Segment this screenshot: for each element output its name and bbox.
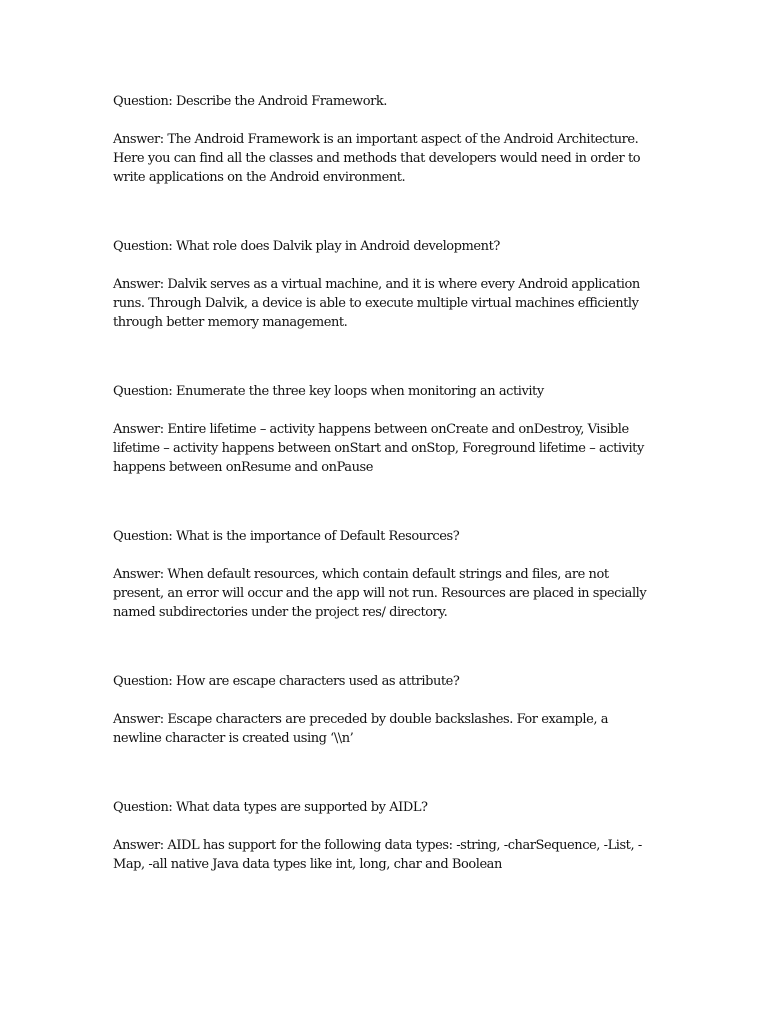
qa-item bbox=[113, 382, 658, 477]
answer-text: Answer: AIDL has support for the following data types: -string, -charSequence, -List, -Map, -all native Java data types like int, long, char and Boolean bbox=[113, 838, 642, 872]
answer-text: Answer: Entire lifetime – activity happens between onCreate and onDestroy, Visible lifetime – activity happens between onStart and onStop, Foreground lifetime – activity happens between onResume and onPause bbox=[113, 422, 644, 475]
question-text: Question: What role does Dalvik play in Android development? bbox=[113, 239, 500, 254]
qa-item bbox=[113, 237, 658, 332]
question-text: Question: What is the importance of Default Resources? bbox=[113, 529, 460, 544]
answer-text: Answer: Escape characters are preceded by double backslashes. For example, a newline character is created using ‘\\n’ bbox=[113, 712, 609, 746]
qa-list bbox=[113, 92, 658, 924]
answer-text: Answer: When default resources, which contain default strings and files, are not present, an error will occur and the app will not run. Resources are placed in specially named subdirectories under the project res/ directory. bbox=[113, 567, 647, 620]
qa-item bbox=[113, 798, 658, 874]
question-text: Question: Describe the Android Framework. bbox=[113, 94, 387, 109]
qa-item bbox=[113, 92, 658, 187]
answer-text: Answer: The Android Framework is an important aspect of the Android Architecture. Here you can find all the classes and methods that developers would need in order to write applications on the Android environment. bbox=[113, 132, 641, 185]
qa-item bbox=[113, 672, 658, 748]
answer-text: Answer: Dalvik serves as a virtual machine, and it is where every Android application runs. Through Dalvik, a device is able to execute multiple virtual machines efficiently through better memory management. bbox=[113, 277, 640, 330]
question-text: Question: What data types are supported by AIDL? bbox=[113, 800, 428, 815]
qa-item bbox=[113, 527, 658, 622]
question-text: Question: How are escape characters used as attribute? bbox=[113, 674, 460, 689]
question-text: Question: Enumerate the three key loops when monitoring an activity bbox=[113, 384, 544, 399]
